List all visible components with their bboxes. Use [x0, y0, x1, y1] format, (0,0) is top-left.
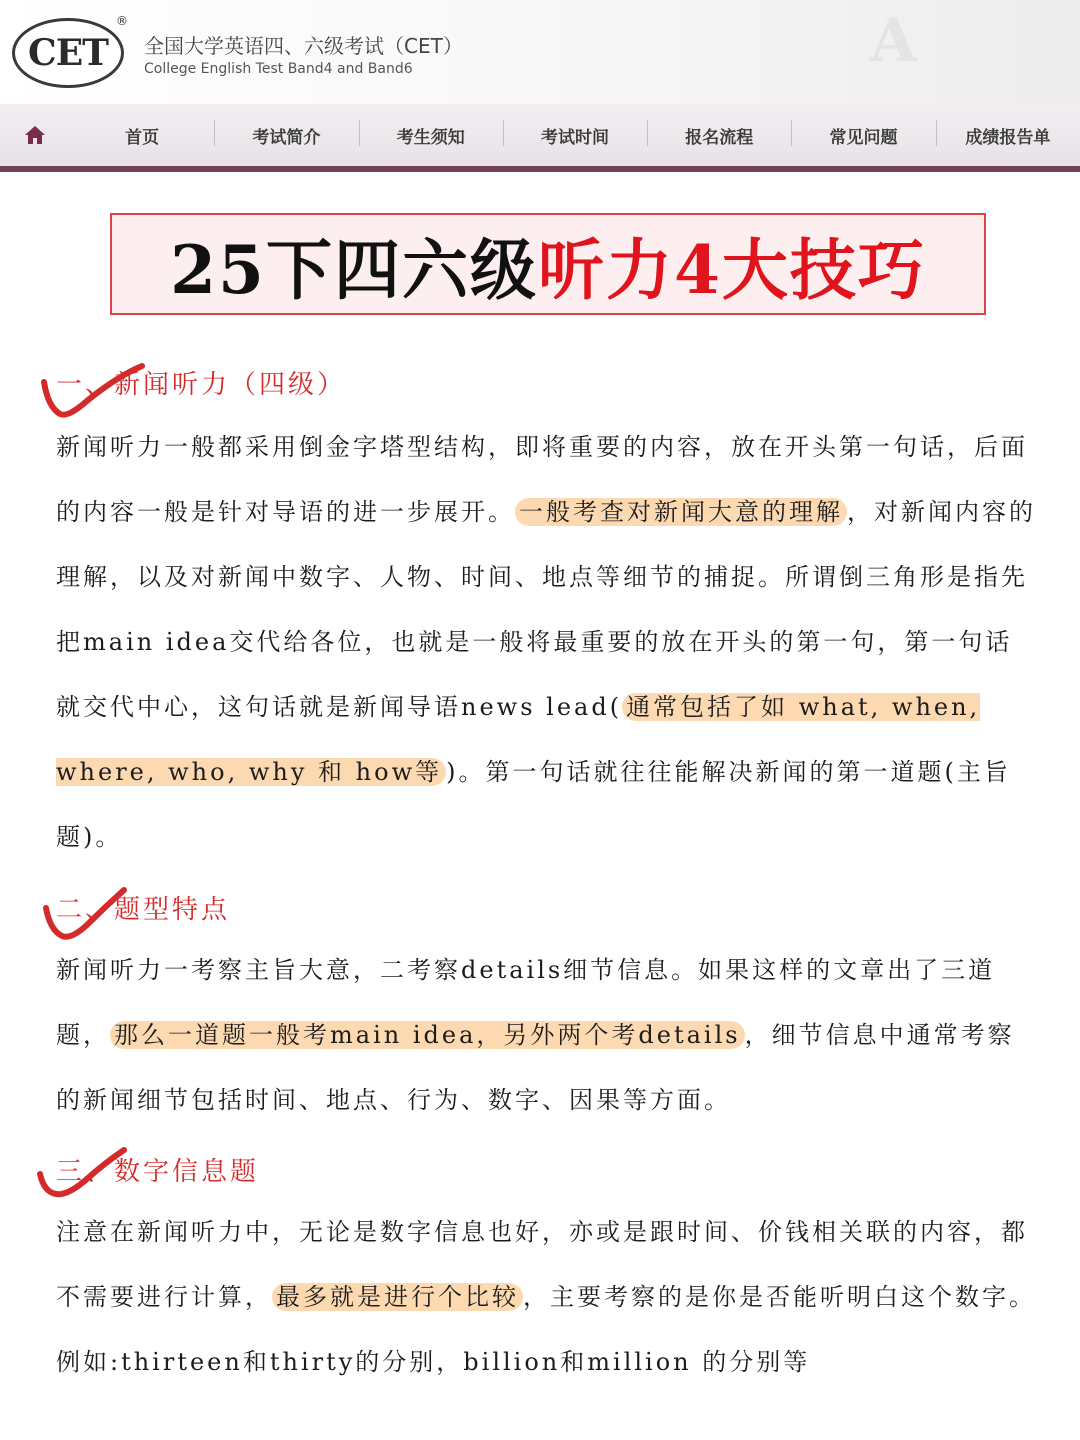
highlighted-text: 通常包括了如 what, when, where, who, why 和 how等: [56, 693, 981, 786]
section-paragraph-2: [56, 938, 1036, 1133]
home-icon[interactable]: [0, 125, 70, 145]
section-heading-3: 三、数字信息题: [56, 1157, 260, 1187]
section-paragraph-3: [56, 1200, 1036, 1395]
nav-item-registration[interactable]: 报名流程: [647, 123, 791, 148]
site-title: 全国大学英语四、六级考试（CET）: [144, 34, 463, 58]
site-header: [0, 0, 1080, 104]
nav-item-score-report[interactable]: 成绩报告单: [936, 123, 1080, 148]
main-nav: [0, 104, 1080, 172]
paragraph-text: )。第一句话就往往能解决新闻的第一道题(主旨题)。: [56, 758, 1011, 851]
title-red: 听力4大技巧: [537, 230, 926, 309]
registered-mark: ®: [116, 14, 128, 28]
title-black: 25下四六级: [170, 230, 538, 309]
paragraph-text: ，细节信息中通常考察的新闻细节包括时间、地点、行为、数字、因果等方面。: [56, 1021, 1015, 1114]
section-paragraph-1: [56, 415, 1036, 870]
paragraph-text: 新闻听力一考察主旨大意，二考察details细节信息。如果这样的文章出了三道题，: [56, 956, 996, 1049]
title-banner: [110, 213, 986, 315]
paragraph-text: 注意在新闻听力中，无论是数字信息也好，亦或是跟时间、价钱相关联的内容，都不需要进行计算，: [56, 1218, 1028, 1311]
nav-item-schedule[interactable]: 考试时间: [503, 123, 647, 148]
paragraph-text: ，主要考察的是你是否能听明白这个数字。例如:thirteen和thirty的分别，billion和million 的分别等: [56, 1283, 1036, 1376]
nav-item-home[interactable]: 首页: [125, 127, 160, 148]
section-heading-2: 二、题型特点: [56, 895, 231, 925]
paragraph-text: 新闻听力一般都采用倒金字塔型结构，即将重要的内容，放在开头第一句话，后面的内容一般是针对导语的进一步展开。: [56, 433, 1028, 526]
nav-item-notice[interactable]: 考生须知: [359, 123, 503, 148]
paragraph-text: ，对新闻内容的理解，以及对新闻中数字、人物、时间、地点等细节的捕捉。所谓倒三角形是指先把main idea交代给各位，也就是一般将最重要的放在开头的第一句，第一句话就交代中心，这句话就是新闻导语news lead(: [56, 498, 1036, 721]
logo-text: CET: [28, 32, 108, 74]
highlighted-text: 最多就是进行个比较: [272, 1283, 523, 1311]
watermark-letter: A: [870, 6, 917, 76]
highlighted-text: 那么一道题一般考main idea，另外两个考details: [110, 1021, 745, 1049]
highlighted-text: 一般考查对新闻大意的理解: [515, 498, 847, 526]
nav-item-intro[interactable]: 考试简介: [214, 123, 358, 148]
nav-item-faq[interactable]: 常见问题: [791, 123, 935, 148]
site-subtitle: College English Test Band4 and Band6: [144, 61, 413, 77]
cet-logo[interactable]: [12, 18, 124, 88]
section-heading-1: 一、新闻听力（四级）: [56, 370, 347, 400]
